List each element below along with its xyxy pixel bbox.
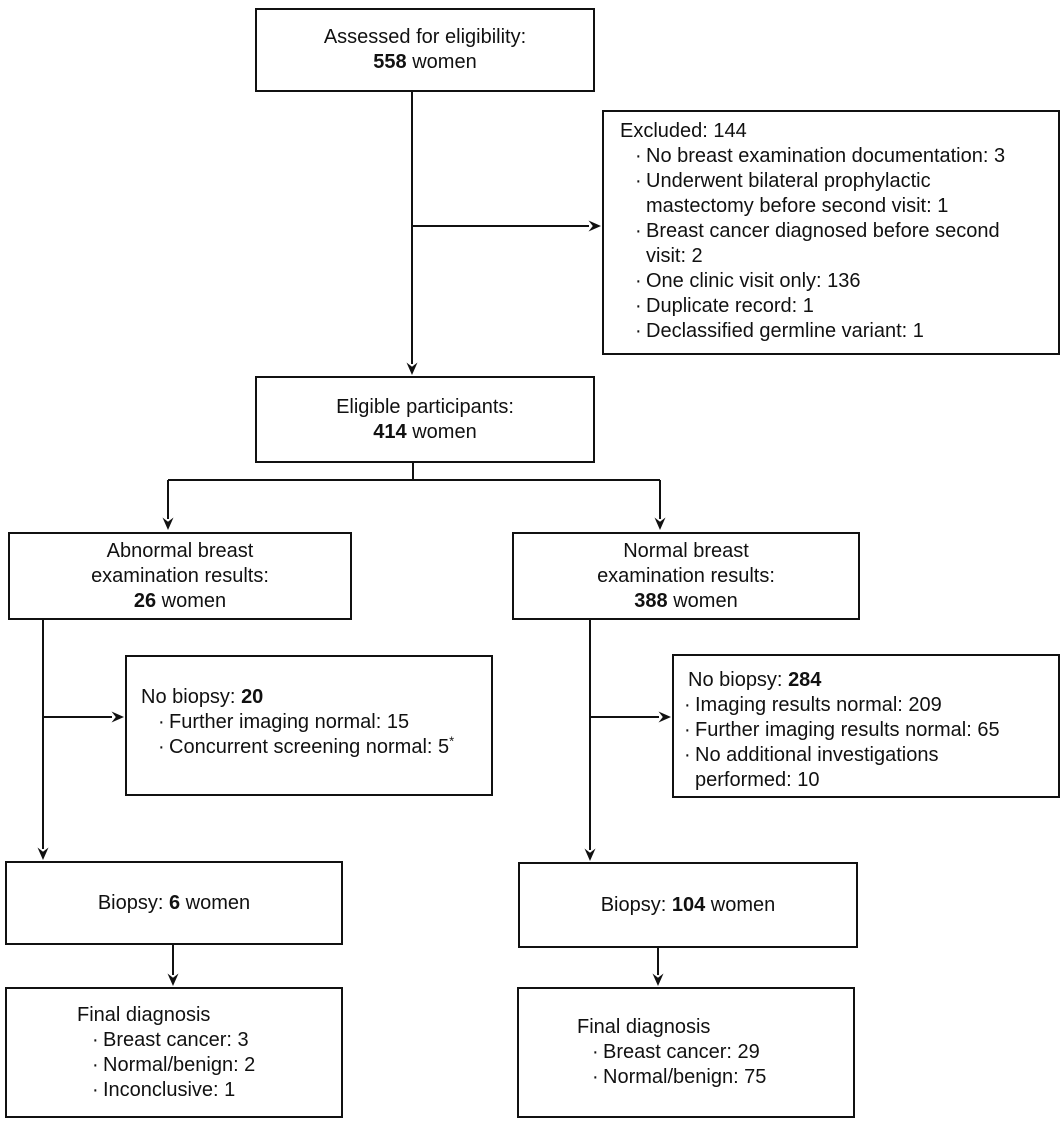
biopsy-left-box [5,861,343,945]
assessed-count-line [373,50,476,75]
connector-abnormal-to-biopsy [38,620,49,860]
normal-count-line [634,589,737,614]
assessed-label: Assessed for eligibility: [323,26,527,48]
final-right-heading: Final diagnosis [577,1016,711,1038]
assessed-eligibility-box [255,8,595,92]
eligible-count: 414 [373,420,407,443]
abnormal-suffix: women [156,589,227,612]
abnormal-count-line [134,589,226,614]
eligible-count-line [373,420,476,445]
final-diagnosis-right-box [517,987,855,1118]
no-biopsy-left-label: No biopsy: [141,686,242,708]
final-left-item: · Breast cancer: 3 [92,1028,341,1053]
final-left-item: · Inconclusive: 1 [92,1078,341,1103]
final-left-heading: Final diagnosis [77,1003,211,1026]
no-biopsy-right-box [672,654,1060,798]
excluded-heading: Excluded: 144 [620,120,747,142]
abnormal-exam-box [8,532,352,620]
connector-normal-to-biopsy [585,620,596,861]
no-biopsy-left-list [158,710,481,760]
no-biopsy-right-label: No biopsy: [688,669,789,691]
biopsy-left-label: Biopsy: [97,891,169,914]
connector-normal-to-nobiopsy [590,712,671,723]
connector-biopsy-to-final-left [168,945,179,986]
excluded-item: · Duplicate record: 1 [635,294,1032,319]
biopsy-right-label: Biopsy: [600,893,672,916]
biopsy-left-count: 6 [169,891,181,914]
excluded-item: · No breast examination documentation: 3 [635,144,1032,169]
excluded-box [602,110,1060,355]
final-right-list [592,1040,853,1090]
no-biopsy-right-list [684,693,1036,793]
final-diagnosis-left-box [5,987,343,1118]
biopsy-right-line [601,893,776,918]
abnormal-count: 26 [133,589,157,612]
normal-count: 388 [634,589,668,612]
no-biopsy-left-item: · Concurrent screening normal: 5* [158,735,481,760]
assessed-line [324,25,526,50]
footnote-asterisk: * [449,733,455,749]
biopsy-right-count: 104 [671,893,706,916]
final-left-item: · Normal/benign: 2 [92,1053,341,1078]
excluded-item: · One clinic visit only: 136 [635,269,1032,294]
biopsy-right-suffix: women [705,893,776,916]
final-left-list [92,1028,341,1103]
no-biopsy-left-item: · Further imaging normal: 15 [158,710,481,735]
normal-exam-box [512,532,860,620]
biopsy-left-suffix: women [180,891,251,914]
connector-assessed-to-excluded [412,221,601,232]
biopsy-right-box [518,862,858,948]
final-right-item: · Breast cancer: 29 [592,1040,853,1065]
connector-biopsy-to-final-right [653,948,664,986]
abnormal-line1: Abnormal breast [106,539,254,562]
final-right-item: · Normal/benign: 75 [592,1065,853,1090]
no-biopsy-left-count: 20 [241,686,264,708]
abnormal-line2: examination results: [91,564,269,587]
no-biopsy-right-item: · Further imaging results normal: 65 [684,718,1036,743]
excluded-list [635,144,1032,344]
assessed-suffix: women [406,51,477,73]
excluded-item: · Breast cancer diagnosed before second visit: 2 [635,219,1032,269]
normal-suffix: women [667,589,738,612]
connector-eligible-split [163,463,666,530]
connector-abnormal-to-nobiopsy [43,712,124,723]
no-biopsy-left-box [125,655,493,796]
normal-line2: examination results: [597,564,775,587]
connector-assessed-to-eligible [407,92,418,375]
eligible-label: Eligible participants: [336,395,514,418]
eligible-suffix: women [406,420,477,443]
no-biopsy-right-count: 284 [788,669,822,691]
excluded-item: · Declassified germline variant: 1 [635,319,1032,344]
normal-line1: Normal breast [623,539,749,562]
no-biopsy-right-heading [688,668,1046,693]
no-biopsy-right-item: · Imaging results normal: 209 [684,693,1036,718]
assessed-count: 558 [373,51,407,73]
excluded-item: · Underwent bilateral prophylactic mastectomy before second visit: 1 [635,169,1032,219]
eligible-line [336,395,514,420]
eligible-participants-box [255,376,595,463]
no-biopsy-left-heading [141,685,481,710]
biopsy-left-line [98,891,250,916]
no-biopsy-right-item: · No additional investigations performed: 10 [684,743,1036,793]
